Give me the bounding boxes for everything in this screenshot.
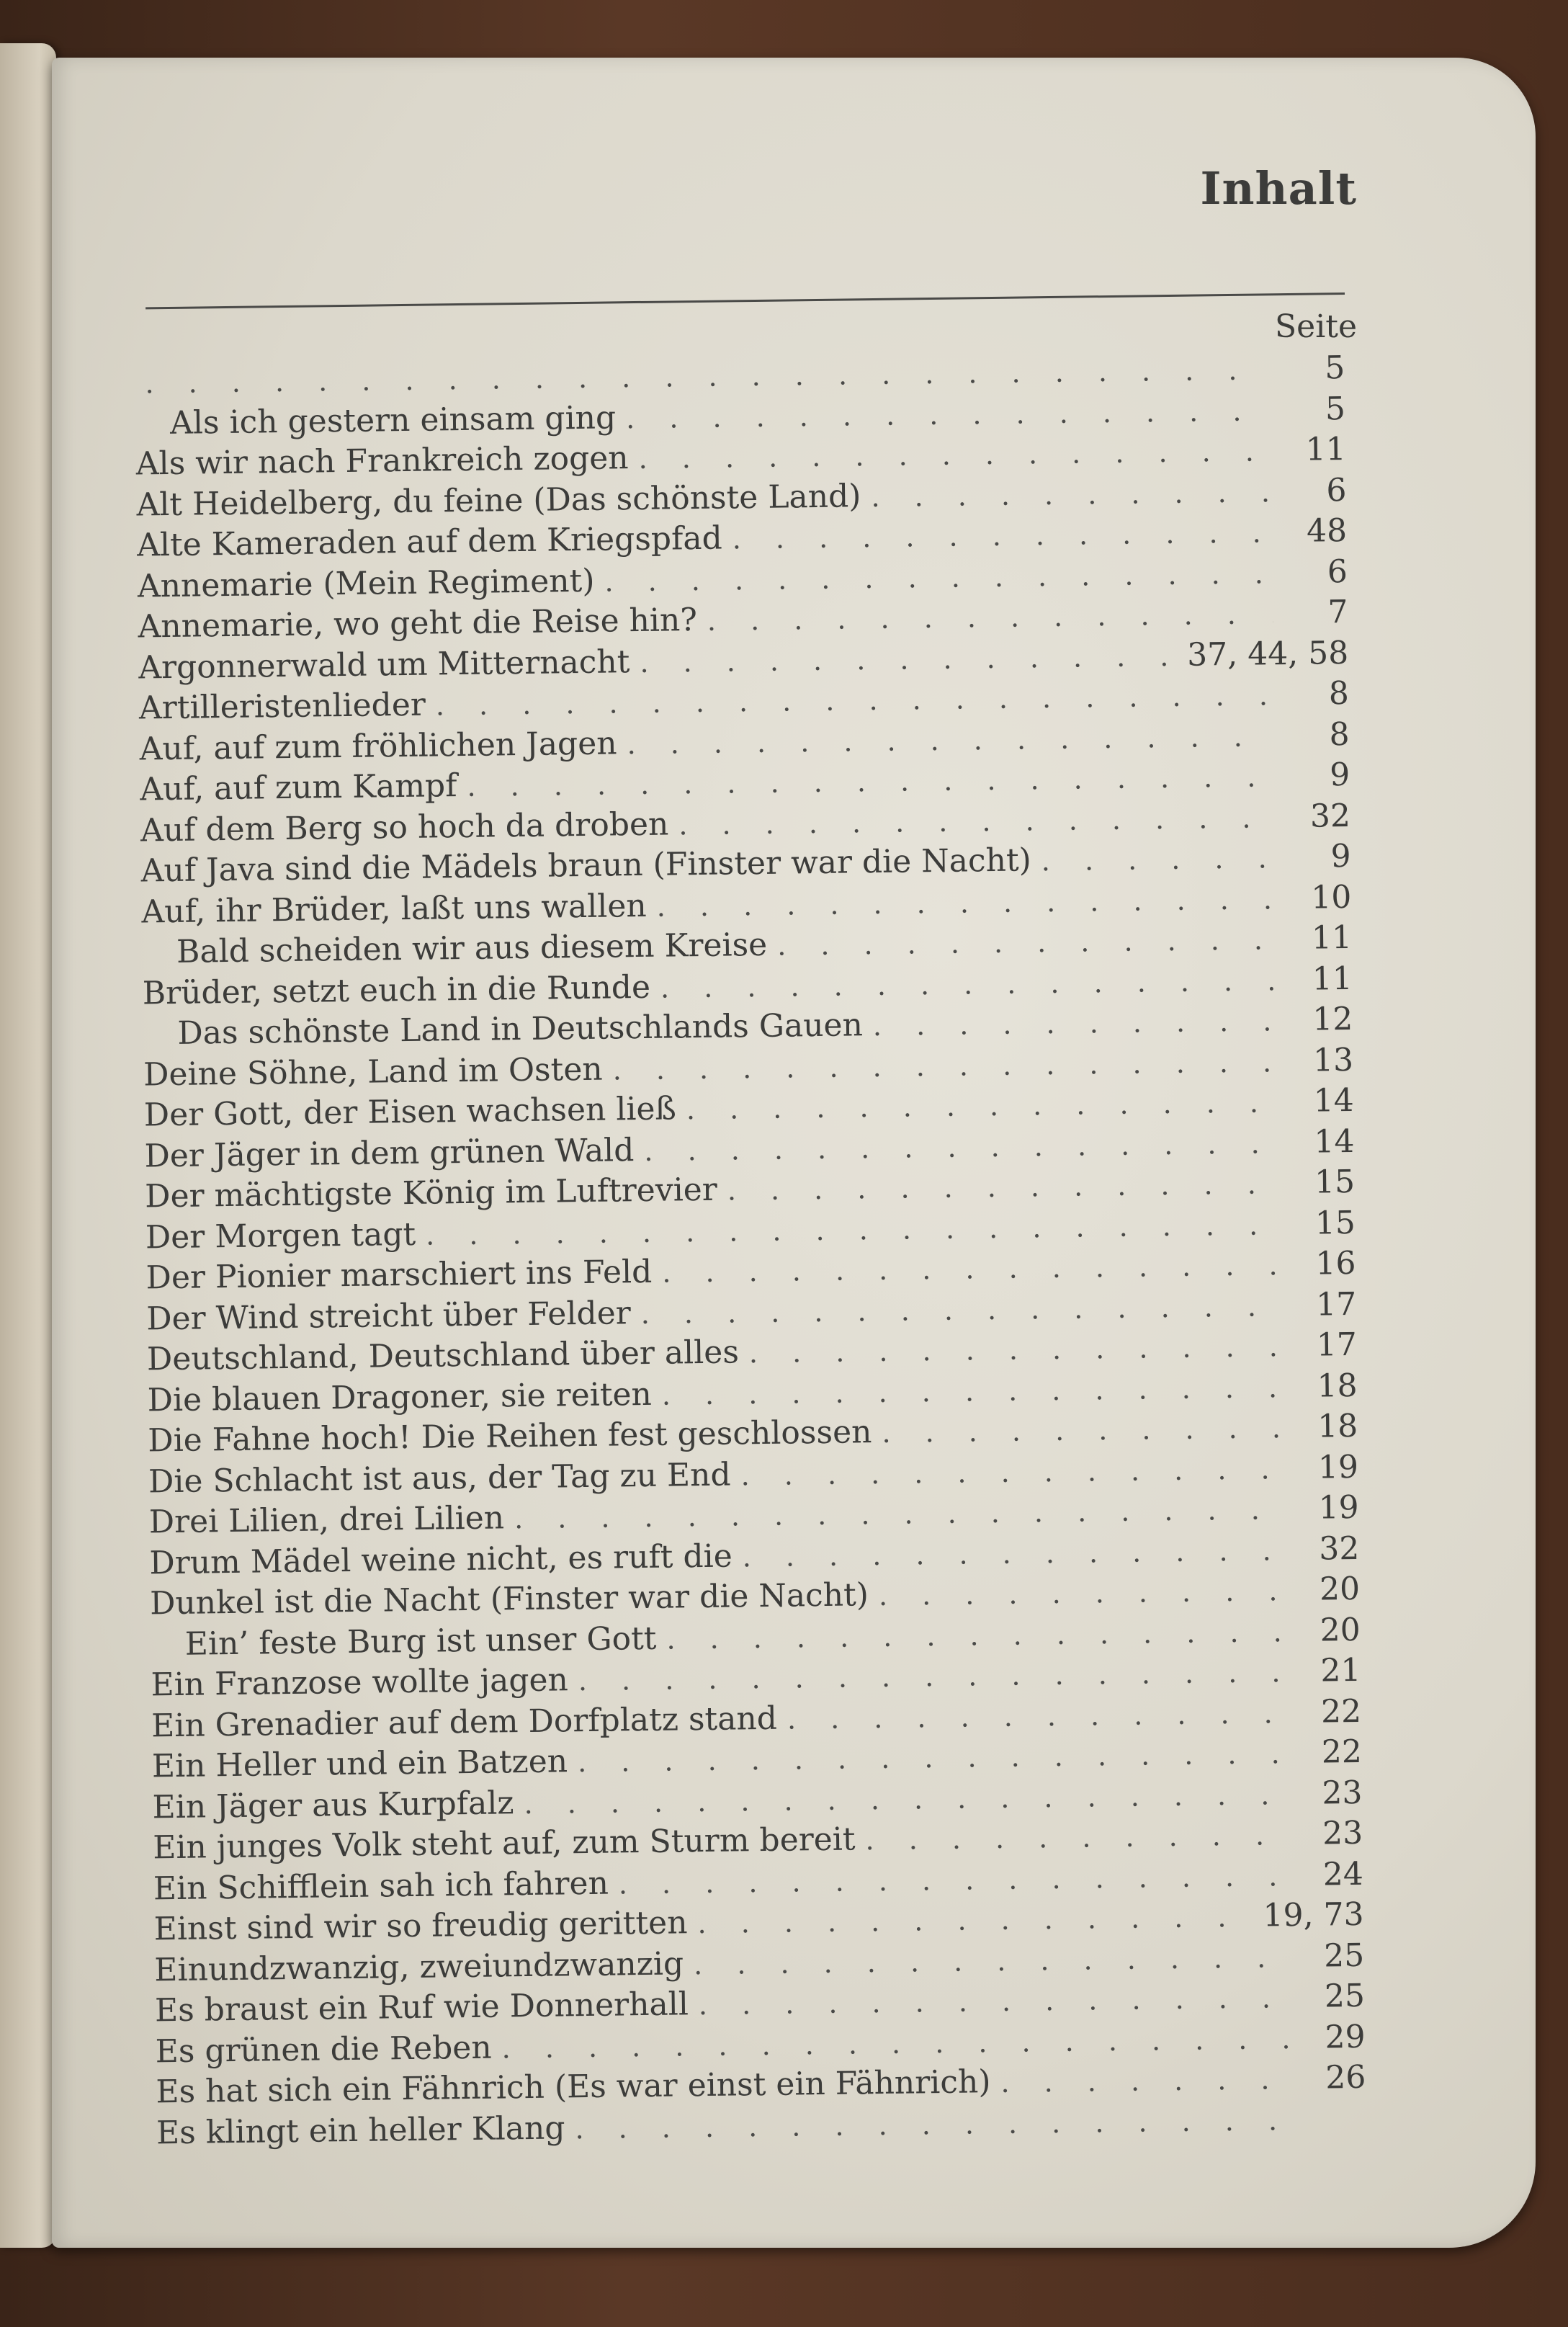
toc-entry-title: Der Wind streicht über Felder (146, 1294, 632, 1337)
toc-entry-page: 9 (1330, 837, 1351, 875)
toc-entry-title: Der Jäger in dem grünen Wald (144, 1131, 635, 1174)
dot-leader (660, 965, 1278, 1004)
toc-entry-page: 22 (1321, 1733, 1363, 1771)
toc-entry-title: Als wir nach Frankreich zogen (135, 439, 629, 483)
toc-entry-title: Es grünen die Reben (155, 2029, 492, 2070)
toc-entry-title: Das schönste Land in Deutschlands Gauen (177, 1006, 864, 1052)
book-page (52, 58, 1536, 2248)
toc-entry-title: Einundzwanzig, zweiundzwanzig (154, 1944, 684, 1988)
dot-leader (578, 1656, 1286, 1697)
dot-leader (619, 1860, 1289, 1900)
toc-entry-page: 19 (1317, 1448, 1359, 1486)
toc-entry-page: 5 (1325, 349, 1345, 387)
toc-entry-title: Es klingt ein heller Klang (156, 2109, 565, 2151)
toc-entry-page: 11 (1305, 430, 1347, 468)
dot-leader (879, 1575, 1286, 1612)
toc-entry-title: Ein’ feste Burg ist unser Gott (184, 1620, 657, 1663)
dot-leader (742, 1535, 1284, 1573)
toc-entry-page: 29 (1325, 2018, 1366, 2056)
toc-entry-title: Der Pionier marschiert ins Feld (145, 1253, 653, 1297)
toc-entry-page: 48 (1306, 512, 1348, 550)
toc-entry-title: Argonnerwald um Mitternacht (138, 643, 630, 686)
dot-leader (707, 598, 1273, 637)
toc-entry-page: 10 (1310, 878, 1352, 916)
dot-leader (656, 883, 1276, 923)
toc-entry-page: 23 (1322, 1814, 1363, 1852)
toc-entry-title: Der Gott, der Eisen wachsen ließ (143, 1090, 677, 1134)
toc-entry-page: 18 (1317, 1367, 1358, 1405)
toc-entry-title: Auf, auf zum fröhlichen Jagen (139, 724, 617, 767)
toc-entry-page: 19 (1318, 1488, 1359, 1527)
toc-entry-title: Dunkel ist die Nacht (Finster war die Nacht) (149, 1576, 869, 1622)
toc-entry-title: Die Fahne hoch! Die Reihen fest geschlossen (148, 1413, 872, 1460)
toc-entry-page: 20 (1319, 1570, 1361, 1608)
dot-leader (662, 1372, 1283, 1411)
toc-entry-page: 11 (1312, 960, 1353, 998)
toc-entry-page: 21 (1320, 1651, 1361, 1689)
toc-entry-page: 9 (1329, 756, 1350, 794)
dot-leader (678, 802, 1276, 841)
toc-entry-page: 15 (1314, 1204, 1356, 1242)
toc-entry-title: Ein Franzose wollte jagen (151, 1661, 569, 1704)
dot-leader (514, 1493, 1284, 1535)
dot-leader (1000, 2063, 1291, 2099)
toc-entry-page: 26 (1325, 2058, 1366, 2096)
dot-leader (640, 1290, 1281, 1330)
toc-entry-page: 14 (1314, 1122, 1355, 1161)
dot-leader (686, 1086, 1279, 1125)
toc-entry-page: 32 (1319, 1529, 1360, 1568)
dot-leader (740, 1453, 1283, 1491)
toc-entry-title: Als ich gestern einsam ging (169, 398, 617, 442)
toc-entry-page: 18 (1317, 1407, 1358, 1445)
dot-leader (501, 2023, 1291, 2064)
toc-entry-title: Einst sind wir so freudig geritten (153, 1904, 688, 1948)
toc-entry-title: Die Schlacht ist aus, der Tag zu End (148, 1456, 731, 1500)
toc-entry-title: Die blauen Dragoner, sie reiten (147, 1375, 653, 1419)
toc-entry-page: 25 (1324, 1977, 1366, 2015)
toc-entry-title: Brüder, setzt euch in die Runde (142, 968, 651, 1011)
toc-entry-page: 17 (1316, 1326, 1358, 1364)
toc-entry-title: Alt Heidelberg, du feine (Das schönste Land) (136, 477, 861, 524)
toc-entry-title: Auf, ihr Brüder, laßt uns wallen (141, 887, 648, 930)
toc-entry-title: Der mächtigste König im Luftrevier (144, 1171, 718, 1215)
page-heading: Inhalt (1200, 162, 1357, 215)
dot-leader (873, 1005, 1278, 1042)
toc-entry-page: 15 (1314, 1163, 1356, 1201)
toc-entry-title: Annemarie (Mein Regiment) (137, 562, 595, 604)
toc-entry-page: 23 (1322, 1774, 1363, 1812)
dot-leader (604, 558, 1273, 597)
toc-entry-page: 14 (1313, 1081, 1355, 1120)
dot-leader (524, 1779, 1287, 1820)
toc-entry-title: Auf, auf zum Kampf (140, 767, 457, 808)
toc-entry-page: 7 (1327, 593, 1348, 631)
dot-leader (626, 395, 1271, 434)
dot-leader (644, 1127, 1280, 1167)
page-column-header: Seite (1275, 308, 1357, 345)
toc-entry-title: Ein Heller und ein Batzen (151, 1743, 568, 1785)
toc-entry-page: 5 (1325, 390, 1346, 427)
dot-leader (640, 640, 1177, 678)
dot-leader (426, 1209, 1281, 1251)
dot-leader (727, 1168, 1281, 1206)
toc-entry-title: Es braust ein Ruf wie Donnerhall (154, 1986, 689, 2029)
dot-leader (882, 1412, 1283, 1449)
toc-entry-title: Bald scheiden wir aus diesem Kreise (176, 926, 768, 970)
toc-entry-page: 8 (1329, 715, 1350, 753)
dot-leader (749, 1331, 1283, 1369)
dot-leader (662, 1249, 1281, 1288)
toc-entry-page: 19, 73 (1263, 1895, 1364, 1934)
dot-leader (612, 1046, 1278, 1086)
toc-entry-title: Alte Kameraden auf dem Kriegspfad (136, 519, 723, 564)
toc-entry-page: 24 (1322, 1855, 1364, 1893)
facing-page-edge (0, 43, 56, 2248)
toc-entry-title: Auf Java sind die Mädels braun (Finster war die Nacht) (140, 841, 1032, 890)
toc-entry-page: 17 (1315, 1285, 1357, 1323)
toc-entry-title: Drum Mädel weine nicht, es ruft die (149, 1537, 733, 1581)
dot-leader (436, 679, 1275, 721)
toc-entry-page: 13 (1312, 1041, 1354, 1079)
toc-entry-title: Ein Schifflein sah ich fahren (153, 1864, 609, 1907)
dot-leader (694, 1942, 1290, 1980)
dot-leader (871, 476, 1272, 513)
toc-entry-title: Der Morgen tagt (145, 1215, 416, 1256)
toc-entry-title: Auf dem Berg so hoch da droben (140, 805, 669, 849)
dot-leader (699, 1982, 1291, 2021)
toc-entry-page: 11 (1311, 919, 1353, 957)
toc-entry-title: Drei Lilien, drei Lilien (148, 1499, 505, 1541)
toc-entry-title: Ein junges Volk steht auf, zum Sturm bereit (152, 1821, 856, 1867)
toc-entry-page: 32 (1309, 797, 1351, 835)
toc-entry-title: Annemarie, wo geht die Reise hin? (138, 602, 698, 646)
toc-entry-page (1302, 2128, 1366, 2129)
toc-entry-title: Ein Jäger aus Kurpfalz (152, 1784, 514, 1826)
toc-entry-title: Deutschland, Deutschland über alles (146, 1334, 740, 1378)
dot-leader (732, 517, 1272, 555)
dot-leader (777, 924, 1277, 961)
toc-entry-page: 6 (1327, 553, 1348, 590)
dot-leader (666, 1616, 1286, 1655)
toc-entry-page: 20 (1320, 1611, 1361, 1649)
toc-entry-page: 6 (1326, 471, 1347, 509)
dot-leader (638, 435, 1271, 475)
toc-entry-page: 12 (1312, 1000, 1353, 1038)
dot-leader (575, 2104, 1291, 2145)
dot-leader (787, 1697, 1287, 1735)
heading-rule (145, 292, 1345, 309)
dot-leader (865, 1819, 1288, 1856)
toc-entry-page: 37, 44, 58 (1186, 634, 1349, 674)
toc-entry-title: Es hat sich ein Fähnrich (Es war einst ein Fähnrich) (156, 2063, 991, 2111)
toc-entry-page: 25 (1323, 1937, 1365, 1975)
dot-leader (467, 761, 1275, 803)
toc-entry-page: 22 (1320, 1692, 1362, 1730)
dot-leader (578, 1738, 1287, 1778)
toc-entry-title: Deine Söhne, Land im Osten (143, 1050, 603, 1093)
table-of-contents (135, 349, 1366, 2155)
toc-entry-title: Ein Grenadier auf dem Dorfplatz stand (151, 1700, 778, 1744)
toc-entry-page: 8 (1328, 674, 1350, 713)
dot-leader (697, 1901, 1253, 1939)
dot-leader (627, 720, 1275, 760)
toc-entry-title: Artilleristenlieder (138, 686, 426, 727)
toc-entry-page: 16 (1315, 1244, 1356, 1282)
dot-leader (1041, 842, 1276, 877)
